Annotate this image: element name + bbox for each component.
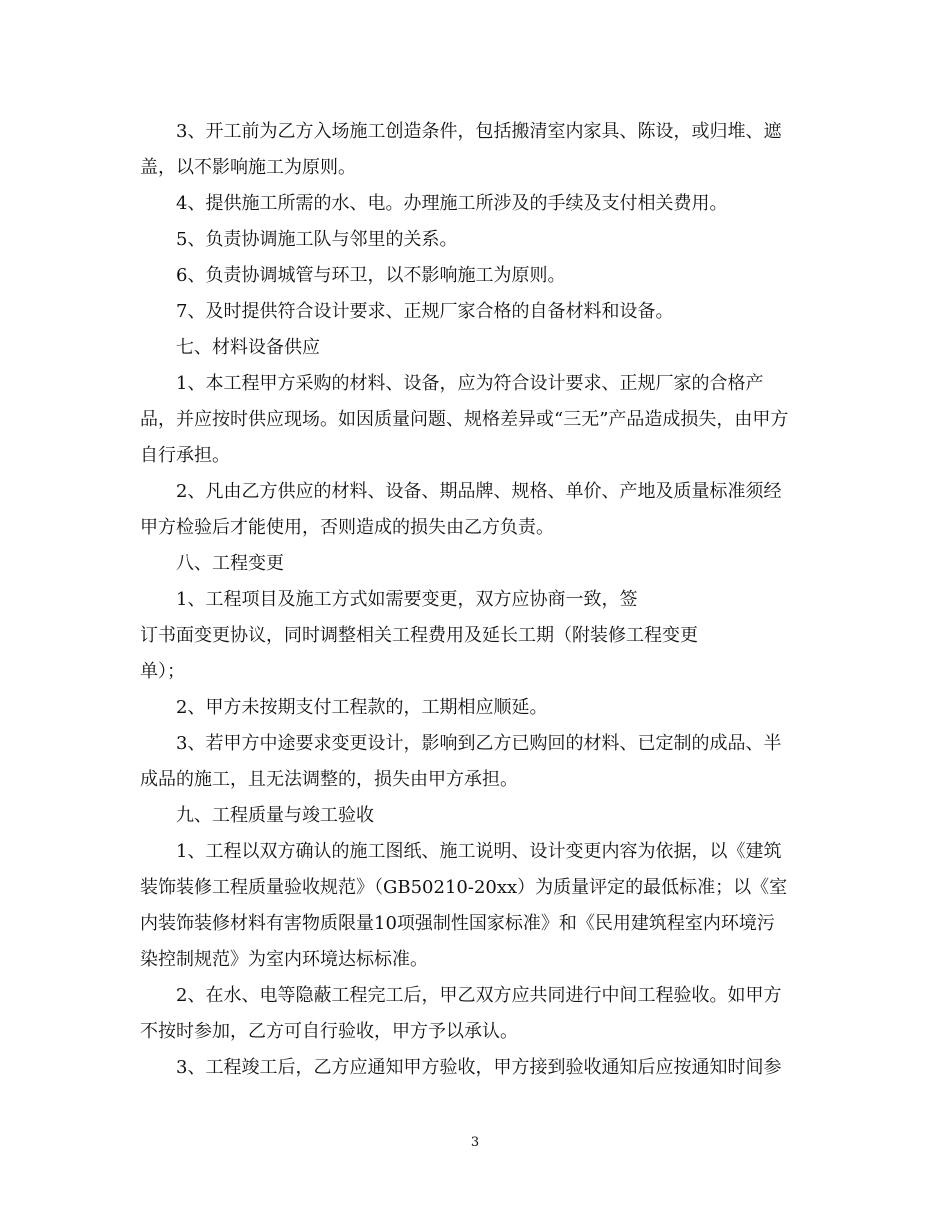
paragraph-line: 3、若甲方中途要求变更设计，影响到乙方已购回的材料、已定制的成品、半 [176,733,782,754]
paragraph-line: 不按时参加，乙方可自行验收，甲方予以承认。 [140,1021,518,1042]
section-heading: 八、工程变更 [176,553,284,574]
paragraph-line: 甲方检验后才能使用，否则造成的损失由乙方负责。 [140,517,554,538]
paragraph-line: 成品的施工，且无法调整的，损失由甲方承担。 [140,769,518,790]
paragraph-line: 订书面变更协议，同时调整相关工程费用及延长工期（附装修工程变更 [140,625,698,646]
paragraph-line: 5、负责协调施工队与邻里的关系。 [176,229,458,250]
paragraph-line: 1、工程以双方确认的施工图纸、施工说明、设计变更内容为依据，以《建筑 [176,841,782,862]
paragraph-line: 内装饰装修材料有害物质限量10项强制性国家标准》和《民用建筑程室内环境污 [140,913,775,934]
paragraph-line: 1、本工程甲方采购的材料、设备，应为符合设计要求、正规厂家的合格产 [176,373,764,394]
paragraph-line: 盖，以不影响施工为原则。 [140,157,356,178]
page-number: 3 [470,1135,480,1150]
paragraph-line: 装饰装修工程质量验收规范》（GB50210-20xx）为质量评定的最低标准；以《室 [140,877,788,898]
paragraph-line: 7、及时提供符合设计要求、正规厂家合格的自备材料和设备。 [176,301,674,322]
paragraph-line: 2、在水、电等隐蔽工程完工后，甲乙双方应共同进行中间工程验收。如甲方 [176,985,782,1006]
paragraph-line: 6、负责协调城管与环卫，以不影响施工为原则。 [176,265,566,286]
paragraph-line: 染控制规范》为室内环境达标标准。 [140,949,428,970]
paragraph-line: 品，并应按时供应现场。如因质量问题、规格差异或“三无”产品造成损失，由甲方 [140,409,789,430]
paragraph-line: 2、甲方未按期支付工程款的，工期相应顺延。 [176,697,548,718]
paragraph-line: 单）； [140,661,185,682]
paragraph-line: 3、工程竣工后，乙方应通知甲方验收，甲方接到验收通知后应按通知时间参 [176,1057,782,1078]
section-heading: 七、材料设备供应 [176,337,320,358]
paragraph-line: 4、提供施工所需的水、电。办理施工所涉及的手续及支付相关费用。 [176,193,728,214]
document-body [140,114,812,1086]
paragraph-line: 1、工程项目及施工方式如需要变更，双方应协商一致，签 [176,589,638,610]
paragraph-line: 3、开工前为乙方入场施工创造条件，包括搬清室内家具、陈设，或归堆、遮 [176,121,782,142]
section-heading: 九、工程质量与竣工验收 [176,805,374,826]
paragraph-line: 2、凡由乙方供应的材料、设备、期品牌、规格、单价、产地及质量标准须经 [176,481,782,502]
paragraph-line: 自行承担。 [140,445,230,466]
